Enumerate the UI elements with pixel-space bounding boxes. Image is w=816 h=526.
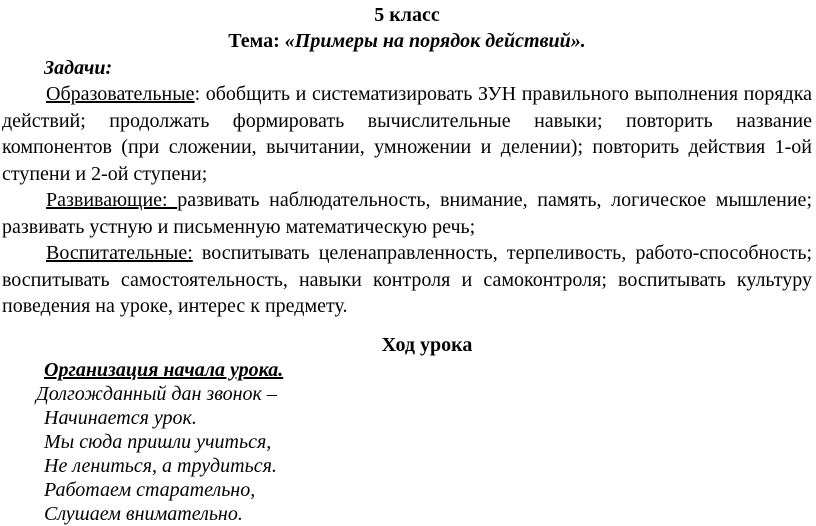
topic-value: «Примеры на порядок действий». <box>284 30 586 52</box>
lesson-title: Ход урока <box>381 333 473 356</box>
poem-line: Слушаем внимательно. <box>44 502 243 525</box>
developing-text: развивать наблюдательность, внимание, память, логическое мышление; развивать устную и письменную математическую речь; <box>2 189 812 238</box>
educational-paragraph <box>0 81 814 187</box>
educational-label: Образовательные <box>46 83 195 105</box>
developing-label: Развивающие: <box>46 189 178 211</box>
tasks-heading: Задачи: <box>44 57 113 79</box>
poem <box>0 382 814 526</box>
upbringing-paragraph <box>0 240 814 320</box>
poem-line: Работаем старательно, <box>44 478 256 501</box>
upbringing-label: Воспитательные: <box>46 242 193 264</box>
poem-line: Долгожданный дан звонок – <box>36 382 277 405</box>
poem-line: Не лениться, а трудиться. <box>44 454 277 477</box>
educational-text: : обобщить и систематизировать ЗУН правильного выполнения порядка действий; продолжать формировать вычислительные навыки; повторить название компонентов (при сложении, вычитании, умножении и делении); повторить действия 1-ой ступени и 2-ой ступени; <box>2 83 812 185</box>
poem-line: Мы сюда пришли учиться, <box>44 430 272 453</box>
upbringing-text: воспитывать целенаправленность, терпеливость, работо-способность; воспитывать самостоятельность, навыки контроля и самоконтроля; воспитывать культуру поведения на уроке, интерес к предмету. <box>2 242 812 317</box>
organization-heading: Организация начала урока. <box>44 358 284 381</box>
document-page <box>0 2 816 525</box>
topic-label: Тема: <box>228 30 285 52</box>
poem-line: Начинается урок. <box>44 406 197 429</box>
developing-paragraph <box>0 187 814 240</box>
topic-heading <box>0 28 814 54</box>
grade-heading: 5 класс <box>374 4 440 26</box>
